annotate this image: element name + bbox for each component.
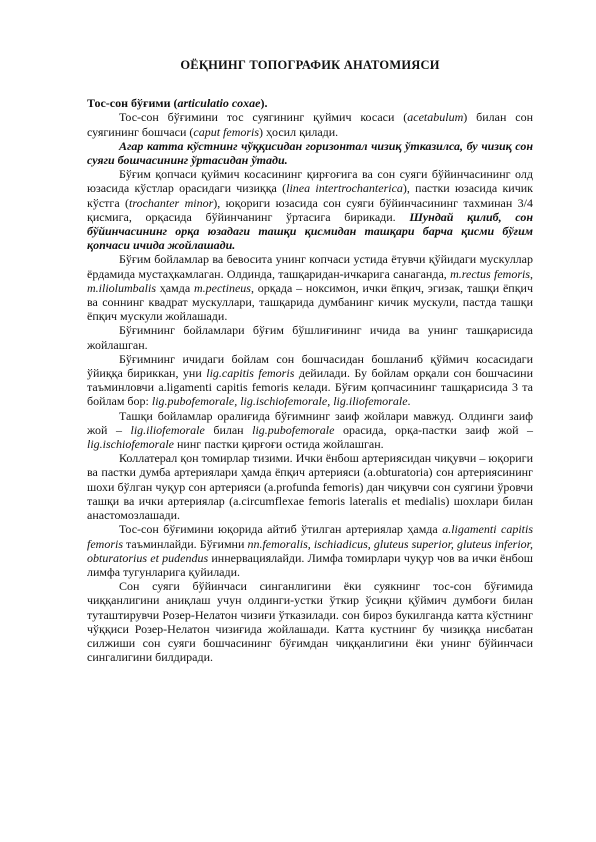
section-heading: [87, 96, 533, 110]
paragraph-7: [87, 409, 533, 452]
latin-term: nn.femoralis, ischiadicus, gluteus superior, gluteus inferior, obturatorius et pudendus: [87, 536, 533, 565]
text-span: нинг пастки қирғоғи остида жойлашган.: [174, 437, 384, 452]
latin-term: lig.capitis femoris: [206, 366, 295, 381]
text-span: ҳамда: [156, 280, 194, 295]
heading-close: ).: [260, 96, 268, 111]
paragraph-3: [87, 167, 533, 252]
text-span: Бўғим бойламлар ва бевосита унинг копчаси устида ётувчи қўйидаги мускуллар ёрдамида мустаҳкамлаган. Олдинда, ташқаридан-ичкарига санаганда,: [87, 252, 533, 281]
paragraph-5: Бўғимнинг бойламлари бўғим бўшлиғининг ичида ва унинг ташқарисида жойлашган.: [87, 323, 533, 352]
text-span: , орқада – ноксимон, ички ёпқич, эгизак, ташқи ёпқич ва соннинг квадрат мускуллари, ташқарида думбанинг кичик мускули, пастда ташқи ёпқич мускули жойлашади.: [87, 280, 533, 324]
latin-term: a.ligamenti capitis femoris: [87, 522, 533, 551]
latin-term: m.iliolumbalis: [87, 280, 157, 295]
heading-open: (: [170, 96, 178, 111]
latin-term: lig.ischiofemorale: [87, 437, 174, 452]
latin-term: acetabulum: [407, 110, 464, 125]
paragraph-2: [87, 139, 533, 167]
emphasis-text: Агар катта кўстнинг чўққисидан горизонтал чизиқ ўтказилса, бу чизиқ сон суяги бошчасининг ўртасидан ўтади.: [87, 138, 533, 168]
emphasis-text: Шундай қилиб, сон бўйинчасининг орқа юзадаги ташқи қисмидан ташқари барча қисми бўғим қопчаси ичида жойлашади.: [87, 209, 533, 253]
page-title: ОЁҚНИНГ ТОПОГРАФИК АНАТОМИЯСИ: [180, 58, 440, 72]
latin-term: linea intertrochanterica: [286, 181, 403, 196]
text-span: Тос-сон бўғимини тос суягининг қуймич косаси (: [119, 110, 408, 125]
text-span: Тос-сон бўғимини юқорида айтиб ўтилган артериялар ҳамда: [119, 522, 443, 537]
paragraph-4: [87, 252, 533, 323]
text-span: .: [407, 394, 411, 409]
latin-term: lig.iliofemorale: [130, 422, 205, 437]
text-span: ), пастки юзасида кичик кўстга (: [87, 181, 533, 210]
latin-term: lig.pubofemorale, lig.ischiofemorale, lig.iliofemorale: [151, 394, 408, 409]
text-span: иннервациялайди. Лимфа томирлари чуқур чов ва ички ёнбош лимфа тугунларига қуйилади.: [87, 550, 533, 579]
heading-latin: articulatio coxae: [177, 96, 261, 111]
text-span: Бўғим қопчаси қуймич косасининг қирғоғига ва сон суяги бўйинчасининг олд юзасида кўстлар орасидаги чизиққа (: [87, 167, 533, 196]
text-span: Ташқи бойламлар оралиғида бўғимнинг заиф жойлари мавжуд. Олдинги заиф жой –: [87, 408, 533, 437]
paragraph-1: [87, 110, 533, 138]
text-span: билан: [204, 422, 253, 437]
text-span: ) ҳосил қилади.: [259, 124, 339, 139]
text-span: таъминлайди. Бўғимни: [123, 536, 248, 551]
text-span: ) билан сон суягининг бошчаси (: [87, 110, 533, 139]
text-span: Бўғимнинг ичидаги бойлам сон бошчасидан бошланиб қўймич косасидаги ўйиққа бириккан, уни: [87, 351, 533, 381]
paragraph-9: [87, 522, 533, 579]
latin-term: lig.pubofemorale: [252, 422, 335, 437]
latin-term: m.pectineus: [193, 280, 251, 295]
paragraph-6: [87, 352, 533, 409]
heading-bold: Тос-сон бўғими: [87, 96, 171, 111]
paragraph-8: Коллатерал қон томирлар тизими. Ички ёнбош артериясидан чиқувчи – юқориги ва пастки думба артериялари ҳамда ёпқич артерияси (a.obturatoria) сон артериясининг шохи бўлган чуқур сон артерияси (a.profunda femoris) дан чиқувчи сон суягини ўровчи ташқи ва ички артериялар (a.circumflexae femoris lateralis et medialis) шохлари билан анастомозлашади.: [87, 451, 533, 523]
document-page: [87, 0, 533, 664]
text-span: ,: [530, 266, 534, 281]
text-span: дейилади. Бу бойлам орқали сон бошчасини таъминловчи a.ligamenti capitis femoris келади. Бўғим қопчасининг ташқарисида 3 та бойлам бор:: [87, 366, 533, 409]
text-span: орасида, орқа-пастки заиф жой –: [334, 422, 534, 437]
paragraph-10: Сон суяги бўйинчаси синганлигини ёки суякнинг тос-сон бўғимида чиққанлигини аниқлаш учун олдинги-устки ўткир ўсиқни қўймич думбоғи билан туташтирувчи Розер-Нелатон чизиғи ўтказилади. сон бироз букилганда катта кўстнинг чўққиси Розер-Нелатон чизиғида жойлашади. Катта кустнинг бу чизиққа нисбатан силжиши сон суяги бошчасининг бўғимдан чиққанлигини ёки унинг бўйинчаси сингалигини билдиради.: [87, 579, 533, 665]
text-span: ), юқориги юзасида сон суяги бўйинчасининг тахминан 3/4 қисмига, орқасида бўйинчанинг ўртасига бирикади.: [87, 195, 533, 224]
latin-term: m.rectus femoris: [450, 266, 531, 281]
latin-term: trochanter minor: [129, 195, 214, 210]
latin-term: caput femoris: [193, 124, 260, 139]
